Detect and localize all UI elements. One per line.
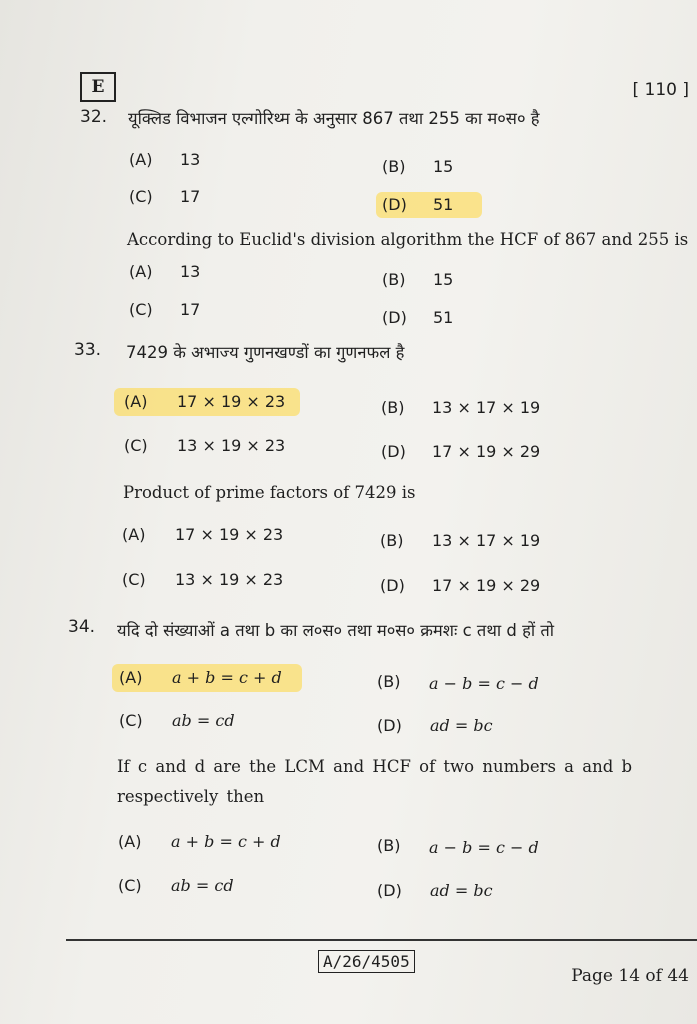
question-33-hindi: 7429 के अभाज्य गुणनखण्डों का गुणनफल है xyxy=(126,343,405,362)
q32-en-option-c-value: 17 xyxy=(180,300,201,319)
q33-hi-option-a-label: (A) xyxy=(124,392,148,411)
q34-en-option-c-value: ab = cd xyxy=(171,876,234,895)
q32-hi-option-a-value: 13 xyxy=(180,150,201,169)
q34-hi-option-c-label: (C) xyxy=(119,711,143,730)
q33-en-option-c-label: (C) xyxy=(122,570,146,589)
q33-hi-option-b-label: (B) xyxy=(381,398,405,417)
q34-en-option-a-value: a + b = c + d xyxy=(171,832,281,851)
question-number-34: 34. xyxy=(68,617,96,637)
question-33-english: Product of prime factors of 7429 is xyxy=(123,483,416,502)
q33-hi-option-c-label: (C) xyxy=(124,436,148,455)
question-34-hindi: यदि दो संख्याओं a तथा b का ल०स० तथा म०स० क्रमशः c तथा d हों तो xyxy=(117,621,555,640)
q34-en-option-b-label: (B) xyxy=(377,836,401,855)
q33-hi-option-d-label: (D) xyxy=(381,442,406,461)
question-number-33: 33. xyxy=(74,340,102,360)
q34-hi-option-d-label: (D) xyxy=(377,716,402,735)
question-34-english: If c and d are the LCM and HCF of two numbers a and b respectively then xyxy=(117,757,633,806)
q34-hi-option-c-value: ab = cd xyxy=(172,711,235,730)
q34-en-option-d-value: ad = bc xyxy=(430,881,493,900)
q34-en-option-a-label: (A) xyxy=(118,832,142,851)
q32-hi-option-d-value: 51 xyxy=(433,195,454,214)
q34-hi-option-b-value: a − b = c − d xyxy=(429,674,539,693)
q34-hi-option-a-label: (A) xyxy=(119,668,143,687)
q34-hi-option-b-label: (B) xyxy=(377,672,401,691)
q32-en-option-b-value: 15 xyxy=(433,270,454,289)
question-number-32: 32. xyxy=(80,107,108,127)
page-reference: [ 110 ] xyxy=(632,80,689,100)
q33-en-option-a-value: 17 × 19 × 23 xyxy=(175,525,284,544)
q32-en-option-b-label: (B) xyxy=(382,270,406,289)
q34-en-option-d-label: (D) xyxy=(377,881,402,900)
q34-hi-option-d-value: ad = bc xyxy=(430,716,493,735)
q32-en-option-a-value: 13 xyxy=(180,262,201,281)
q33-en-option-a-label: (A) xyxy=(122,525,146,544)
set-label-box: E xyxy=(80,72,116,102)
q32-hi-option-b-label: (B) xyxy=(382,157,406,176)
q33-en-option-b-label: (B) xyxy=(380,531,404,550)
q34-hi-option-a-value: a + b = c + d xyxy=(172,668,282,687)
q32-en-option-d-label: (D) xyxy=(382,308,407,327)
q33-hi-option-b-value: 13 × 17 × 19 xyxy=(432,398,541,417)
q33-hi-option-a-value: 17 × 19 × 23 xyxy=(177,392,286,411)
question-32-hindi: यूक्लिड विभाजन एल्गोरिथ्म के अनुसार 867 तथा 255 का म०स० है xyxy=(128,109,540,128)
footer-divider xyxy=(66,939,697,941)
q33-en-option-c-value: 13 × 19 × 23 xyxy=(175,570,284,589)
q34-en-option-b-value: a − b = c − d xyxy=(429,838,539,857)
q34-en-option-c-label: (C) xyxy=(118,876,142,895)
paper-code: A/26/4505 xyxy=(318,950,415,973)
q32-en-option-d-value: 51 xyxy=(433,308,454,327)
q32-hi-option-c-label: (C) xyxy=(129,187,153,206)
q32-hi-option-c-value: 17 xyxy=(180,187,201,206)
question-32-english: According to Euclid's division algorithm the HCF of 867 and 255 is xyxy=(127,230,689,249)
q33-en-option-d-label: (D) xyxy=(380,576,405,595)
q32-en-option-a-label: (A) xyxy=(129,262,153,281)
q32-en-option-c-label: (C) xyxy=(129,300,153,319)
q33-en-option-d-value: 17 × 19 × 29 xyxy=(432,576,541,595)
q32-hi-option-a-label: (A) xyxy=(129,150,153,169)
q33-hi-option-c-value: 13 × 19 × 23 xyxy=(177,436,286,455)
page-number: Page 14 of 44 xyxy=(571,966,689,986)
q33-hi-option-d-value: 17 × 19 × 29 xyxy=(432,442,541,461)
q32-hi-option-b-value: 15 xyxy=(433,157,454,176)
q33-en-option-b-value: 13 × 17 × 19 xyxy=(432,531,541,550)
q32-hi-option-d-label: (D) xyxy=(382,195,407,214)
